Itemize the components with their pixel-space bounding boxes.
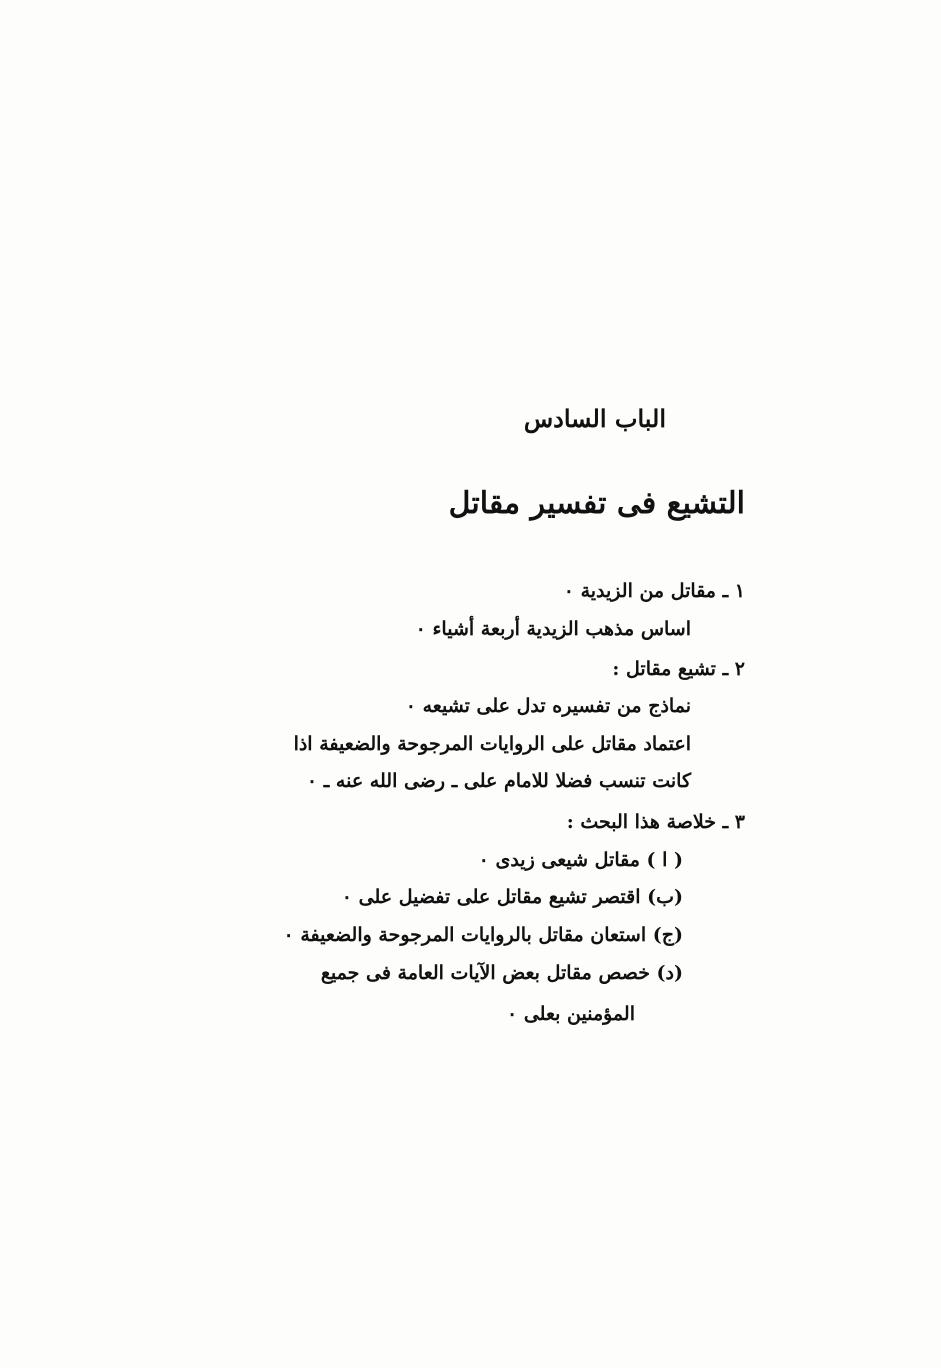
toc-subitem-continuation: كانت تنسب فضلا للامام على ـ رضى الله عنه ـ ٠: [306, 770, 691, 792]
toc-item-2: ٢ ـ تشيع مقاتل :: [612, 658, 745, 680]
toc-subitem-c: (ج) استعان مقاتل بالروايات المرجوحة والضعيفة ٠: [283, 924, 683, 946]
toc-subitem-a: ( ا ) مقاتل شيعى زيدى ٠: [478, 849, 683, 871]
toc-subitem-continuation: المؤمنين بعلى ٠: [506, 1003, 635, 1025]
toc-item-1: ١ ـ مقاتل من الزيدية ٠: [563, 580, 745, 602]
toc-item-3: ٣ ـ خلاصة هذا البحث :: [566, 811, 745, 833]
toc-subitem-b: (ب) اقتصر تشيع مقاتل على تفضيل على ٠: [341, 886, 683, 908]
toc-subitem: اعتماد مقاتل على الروايات المرجوحة والضعيفة اذا: [293, 733, 691, 755]
toc-subitem-d: (د) خصص مقاتل بعض الآيات العامة فى جميع: [320, 962, 683, 984]
chapter-title: التشيع فى تفسير مقاتل: [448, 486, 745, 521]
toc-subitem: نماذج من تفسيره تدل على تشيعه ٠: [405, 695, 691, 717]
toc-subitem: اساس مذهب الزيدية أربعة أشياء ٠: [415, 618, 691, 640]
chapter-label: الباب السادس: [523, 404, 666, 433]
